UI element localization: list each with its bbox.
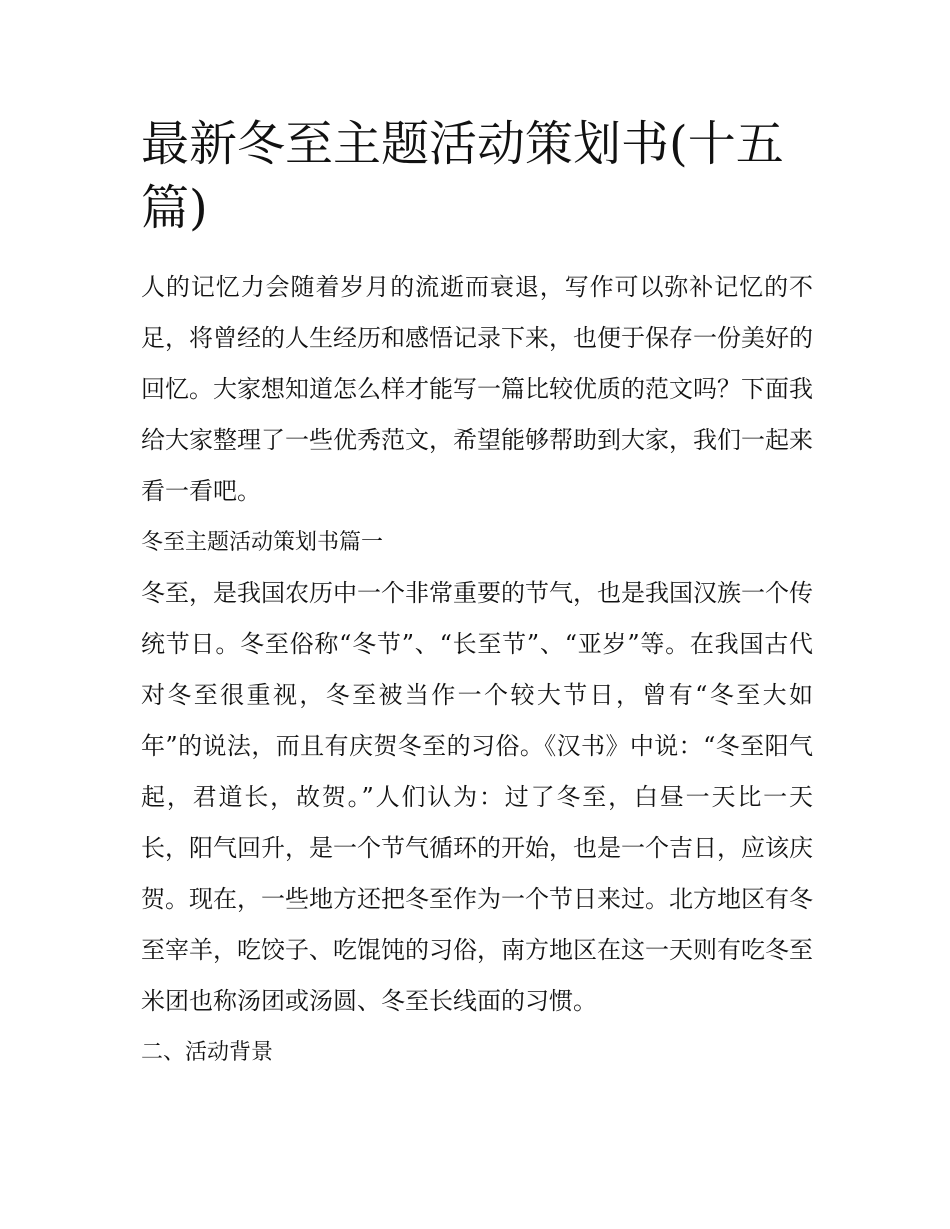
document-title: 最新冬至主题活动策划书(十五篇) (141, 116, 784, 236)
body-paragraph: 冬至，是我国农历中一个非常重要的节气，也是我国汉族一个传统节日。冬至俗称“冬节”、“长至节”、“亚岁”等。在我国古代对冬至很重视，冬至被当作一个较大节日，曾有“冬至大如年”的说法，而且有庆贺冬至的习俗。《汉书》中说：“冬至阳气起，君道长，故贺。”人们认为：过了冬至，白昼一天比一天长，阳气回升，是一个节气循环的开始，也是一个吉日，应该庆贺。现在，一些地方还把冬至作为一个节日来过。北方地区有冬至宰羊，吃饺子、吃馄饨的习俗，南方地区在这一天则有吃冬至米团也称汤团或汤圆、冬至长线面的习惯。 (141, 579, 813, 1015)
intro-paragraph: 人的记忆力会随着岁月的流逝而衰退，写作可以弥补记忆的不足，将曾经的人生经历和感悟记录下来，也便于保存一份美好的回忆。大家想知道怎么样才能写一篇比较优质的范文吗？下面我给大家整理了一些优秀范文，希望能够帮助到大家，我们一起来看一看吧。 (141, 273, 813, 505)
section-heading: 冬至主题活动策划书篇一 (141, 530, 384, 555)
subheading-background: 二、活动背景 (141, 1040, 274, 1065)
document-page (141, 112, 813, 1078)
